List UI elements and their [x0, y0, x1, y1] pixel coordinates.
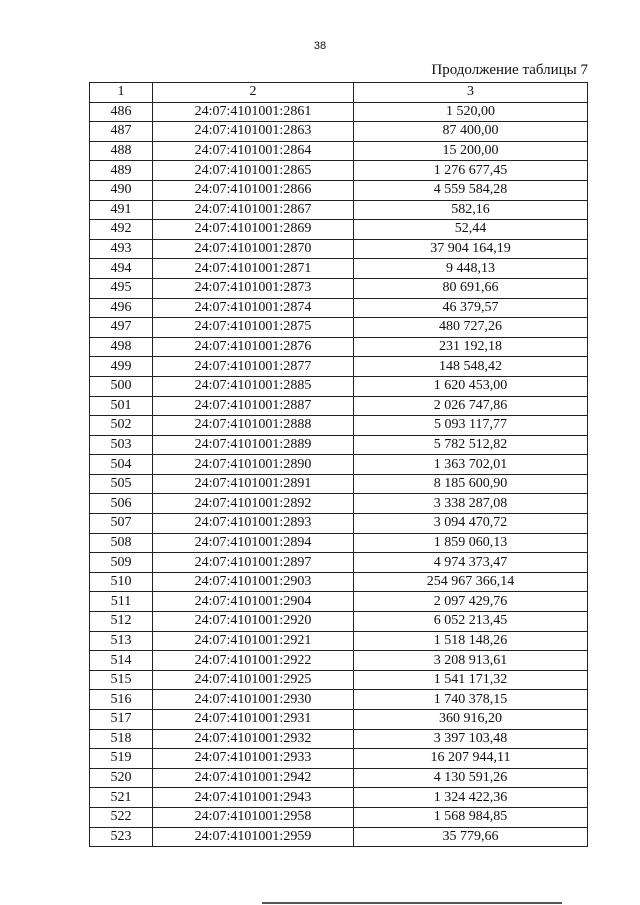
cadastral-number-cell: 24:07:4101001:2894 — [153, 533, 354, 553]
value-cell: 80 691,66 — [354, 278, 588, 298]
row-number-cell: 490 — [90, 180, 153, 200]
value-cell: 5 782 512,82 — [354, 435, 588, 455]
value-cell: 1 276 677,45 — [354, 161, 588, 181]
value-cell: 1 541 171,32 — [354, 670, 588, 690]
row-number-cell: 510 — [90, 572, 153, 592]
value-cell: 3 397 103,48 — [354, 729, 588, 749]
cadastral-number-cell: 24:07:4101001:2873 — [153, 278, 354, 298]
table-row — [90, 553, 588, 573]
table-row — [90, 729, 588, 749]
row-number-cell: 486 — [90, 102, 153, 122]
value-cell: 5 093 117,77 — [354, 416, 588, 436]
table-row — [90, 533, 588, 553]
row-number-cell: 514 — [90, 651, 153, 671]
table-row — [90, 455, 588, 475]
row-number-cell: 489 — [90, 161, 153, 181]
table-row — [90, 494, 588, 514]
table-row — [90, 827, 588, 847]
cadastral-number-cell: 24:07:4101001:2861 — [153, 102, 354, 122]
value-cell: 1 363 702,01 — [354, 455, 588, 475]
table-row — [90, 220, 588, 240]
value-cell: 480 727,26 — [354, 318, 588, 338]
table-row — [90, 122, 588, 142]
table-row — [90, 788, 588, 808]
cadastral-number-cell: 24:07:4101001:2891 — [153, 474, 354, 494]
row-number-cell: 518 — [90, 729, 153, 749]
cadastral-number-cell: 24:07:4101001:2959 — [153, 827, 354, 847]
cadastral-number-cell: 24:07:4101001:2866 — [153, 180, 354, 200]
cadastral-number-cell: 24:07:4101001:2921 — [153, 631, 354, 651]
table-row — [90, 435, 588, 455]
cadastral-number-cell: 24:07:4101001:2931 — [153, 710, 354, 730]
table-row — [90, 572, 588, 592]
value-cell: 3 208 913,61 — [354, 651, 588, 671]
row-number-cell: 522 — [90, 807, 153, 827]
row-number-cell: 495 — [90, 278, 153, 298]
table-header-row — [90, 83, 588, 103]
column-header-value: 3 — [354, 83, 588, 103]
table-row — [90, 710, 588, 730]
value-cell: 15 200,00 — [354, 141, 588, 161]
row-number-cell: 503 — [90, 435, 153, 455]
page-number: 38 — [313, 40, 327, 52]
table-row — [90, 416, 588, 436]
row-number-cell: 523 — [90, 827, 153, 847]
row-number-cell: 506 — [90, 494, 153, 514]
value-cell: 4 974 373,47 — [354, 553, 588, 573]
value-cell: 2 026 747,86 — [354, 396, 588, 416]
value-cell: 52,44 — [354, 220, 588, 240]
cadastral-number-cell: 24:07:4101001:2942 — [153, 768, 354, 788]
row-number-cell: 493 — [90, 239, 153, 259]
value-cell: 4 559 584,28 — [354, 180, 588, 200]
cadastral-number-cell: 24:07:4101001:2863 — [153, 122, 354, 142]
cadastral-number-cell: 24:07:4101001:2958 — [153, 807, 354, 827]
cadastral-number-cell: 24:07:4101001:2903 — [153, 572, 354, 592]
cadastral-number-cell: 24:07:4101001:2897 — [153, 553, 354, 573]
table-row — [90, 357, 588, 377]
cadastral-number-cell: 24:07:4101001:2930 — [153, 690, 354, 710]
cadastral-number-cell: 24:07:4101001:2892 — [153, 494, 354, 514]
cadastral-number-cell: 24:07:4101001:2876 — [153, 337, 354, 357]
table-row — [90, 200, 588, 220]
row-number-cell: 492 — [90, 220, 153, 240]
cadastral-number-cell: 24:07:4101001:2922 — [153, 651, 354, 671]
row-number-cell: 520 — [90, 768, 153, 788]
row-number-cell: 513 — [90, 631, 153, 651]
row-number-cell: 511 — [90, 592, 153, 612]
row-number-cell: 499 — [90, 357, 153, 377]
table-row — [90, 749, 588, 769]
table-row — [90, 474, 588, 494]
cadastral-number-cell: 24:07:4101001:2877 — [153, 357, 354, 377]
bottom-rule — [262, 902, 562, 904]
table-row — [90, 318, 588, 338]
value-cell: 1 520,00 — [354, 102, 588, 122]
row-number-cell: 508 — [90, 533, 153, 553]
row-number-cell: 501 — [90, 396, 153, 416]
row-number-cell: 505 — [90, 474, 153, 494]
row-number-cell: 504 — [90, 455, 153, 475]
value-cell: 46 379,57 — [354, 298, 588, 318]
table-row — [90, 161, 588, 181]
table-row — [90, 514, 588, 534]
table-row — [90, 102, 588, 122]
value-cell: 231 192,18 — [354, 337, 588, 357]
row-number-cell: 509 — [90, 553, 153, 573]
value-cell: 8 185 600,90 — [354, 474, 588, 494]
value-cell: 37 904 164,19 — [354, 239, 588, 259]
value-cell: 87 400,00 — [354, 122, 588, 142]
cadastral-number-cell: 24:07:4101001:2874 — [153, 298, 354, 318]
row-number-cell: 521 — [90, 788, 153, 808]
value-cell: 4 130 591,26 — [354, 768, 588, 788]
row-number-cell: 497 — [90, 318, 153, 338]
cadastral-number-cell: 24:07:4101001:2871 — [153, 259, 354, 279]
table-row — [90, 807, 588, 827]
cadastral-number-cell: 24:07:4101001:2920 — [153, 612, 354, 632]
row-number-cell: 517 — [90, 710, 153, 730]
table-row — [90, 278, 588, 298]
row-number-cell: 516 — [90, 690, 153, 710]
row-number-cell: 496 — [90, 298, 153, 318]
row-number-cell: 487 — [90, 122, 153, 142]
value-cell: 1 859 060,13 — [354, 533, 588, 553]
table-row — [90, 396, 588, 416]
table-row — [90, 768, 588, 788]
table-row — [90, 141, 588, 161]
cadastral-number-cell: 24:07:4101001:2925 — [153, 670, 354, 690]
data-table — [89, 82, 588, 847]
cadastral-number-cell: 24:07:4101001:2904 — [153, 592, 354, 612]
value-cell: 16 207 944,11 — [354, 749, 588, 769]
cadastral-number-cell: 24:07:4101001:2867 — [153, 200, 354, 220]
cadastral-number-cell: 24:07:4101001:2932 — [153, 729, 354, 749]
table-row — [90, 239, 588, 259]
table-row — [90, 631, 588, 651]
cadastral-number-cell: 24:07:4101001:2933 — [153, 749, 354, 769]
row-number-cell: 512 — [90, 612, 153, 632]
row-number-cell: 519 — [90, 749, 153, 769]
table-body — [90, 102, 588, 847]
value-cell: 1 324 422,36 — [354, 788, 588, 808]
value-cell: 6 052 213,45 — [354, 612, 588, 632]
cadastral-number-cell: 24:07:4101001:2875 — [153, 318, 354, 338]
cadastral-number-cell: 24:07:4101001:2887 — [153, 396, 354, 416]
table-row — [90, 298, 588, 318]
row-number-cell: 488 — [90, 141, 153, 161]
cadastral-number-cell: 24:07:4101001:2890 — [153, 455, 354, 475]
value-cell: 1 740 378,15 — [354, 690, 588, 710]
cadastral-number-cell: 24:07:4101001:2885 — [153, 376, 354, 396]
row-number-cell: 491 — [90, 200, 153, 220]
cadastral-number-cell: 24:07:4101001:2864 — [153, 141, 354, 161]
cadastral-number-cell: 24:07:4101001:2943 — [153, 788, 354, 808]
column-header-number: 1 — [90, 83, 153, 103]
cadastral-number-cell: 24:07:4101001:2865 — [153, 161, 354, 181]
table-row — [90, 337, 588, 357]
table-row — [90, 651, 588, 671]
table-row — [90, 180, 588, 200]
cadastral-number-cell: 24:07:4101001:2869 — [153, 220, 354, 240]
row-number-cell: 502 — [90, 416, 153, 436]
row-number-cell: 494 — [90, 259, 153, 279]
value-cell: 360 916,20 — [354, 710, 588, 730]
value-cell: 3 338 287,08 — [354, 494, 588, 514]
column-header-cadastral: 2 — [153, 83, 354, 103]
value-cell: 3 094 470,72 — [354, 514, 588, 534]
row-number-cell: 507 — [90, 514, 153, 534]
table-row — [90, 592, 588, 612]
row-number-cell: 498 — [90, 337, 153, 357]
cadastral-number-cell: 24:07:4101001:2870 — [153, 239, 354, 259]
table-row — [90, 670, 588, 690]
table-row — [90, 259, 588, 279]
table-row — [90, 612, 588, 632]
value-cell: 148 548,42 — [354, 357, 588, 377]
value-cell: 1 620 453,00 — [354, 376, 588, 396]
value-cell: 35 779,66 — [354, 827, 588, 847]
value-cell: 1 518 148,26 — [354, 631, 588, 651]
cadastral-number-cell: 24:07:4101001:2893 — [153, 514, 354, 534]
value-cell: 254 967 366,14 — [354, 572, 588, 592]
table-caption: Продолжение таблицы 7 — [431, 62, 588, 78]
table-row — [90, 376, 588, 396]
value-cell: 1 568 984,85 — [354, 807, 588, 827]
cadastral-number-cell: 24:07:4101001:2889 — [153, 435, 354, 455]
value-cell: 2 097 429,76 — [354, 592, 588, 612]
value-cell: 9 448,13 — [354, 259, 588, 279]
row-number-cell: 500 — [90, 376, 153, 396]
row-number-cell: 515 — [90, 670, 153, 690]
cadastral-number-cell: 24:07:4101001:2888 — [153, 416, 354, 436]
table-row — [90, 690, 588, 710]
value-cell: 582,16 — [354, 200, 588, 220]
